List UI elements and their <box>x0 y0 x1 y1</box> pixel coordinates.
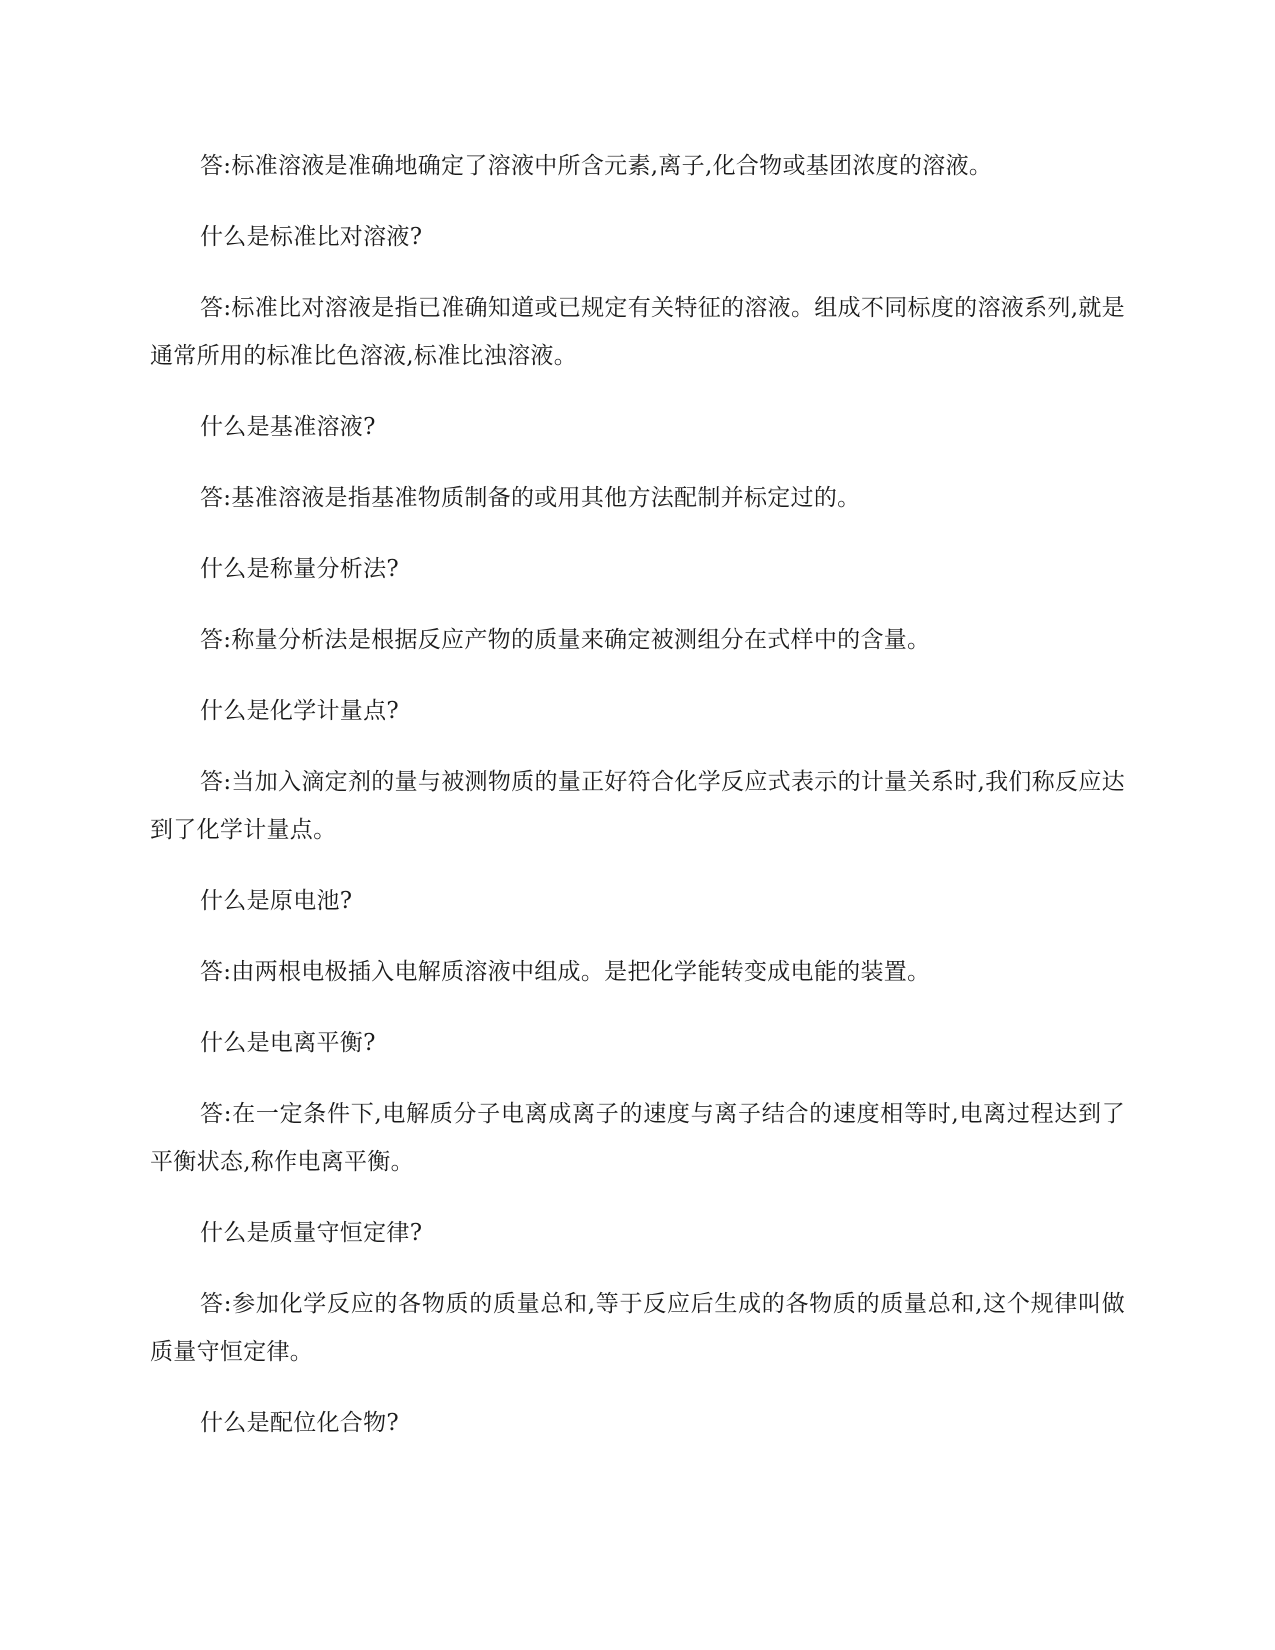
answer-conservation-of-mass: 答:参加化学反应的各物质的质量总和,等于反应后生成的各物质的质量总和,这个规律叫做质量守恒定律。 <box>150 1291 1125 1365</box>
answer-reference-solution: 答:基准溶液是指基准物质制备的或用其他方法配制并标定过的。 <box>200 485 861 511</box>
answer-galvanic-cell: 答:由两根电极插入电解质溶液中组成。是把化学能转变成电能的装置。 <box>200 959 931 985</box>
answer-gravimetric-analysis: 答:称量分析法是根据反应产物的质量来确定被测组分在式样中的含量。 <box>200 627 931 653</box>
answer-standard-comparison-solution: 答:标准比对溶液是指已准确知道或已规定有关特征的溶液。组成不同标度的溶液系列,就是通常所用的标准比色溶液,标准比浊溶液。 <box>150 295 1125 369</box>
question-standard-comparison-solution: 什么是标准比对溶液? <box>200 224 423 250</box>
answer-ionization-equilibrium: 答:在一定条件下,电解质分子电离成离子的速度与离子结合的速度相等时,电离过程达到了平衡状态,称作电离平衡。 <box>150 1101 1125 1175</box>
answer-standard-solution: 答:标准溶液是准确地确定了溶液中所含元素,离子,化合物或基团浓度的溶液。 <box>200 153 993 179</box>
document-body <box>150 142 1125 1470</box>
question-coordination-compound: 什么是配位化合物? <box>200 1410 400 1436</box>
answer-stoichiometric-point: 答:当加入滴定剂的量与被测物质的量正好符合化学反应式表示的计量关系时,我们称反应达到了化学计量点。 <box>150 769 1125 843</box>
question-galvanic-cell: 什么是原电池? <box>200 888 353 914</box>
question-reference-solution: 什么是基准溶液? <box>200 414 376 440</box>
question-gravimetric-analysis: 什么是称量分析法? <box>200 556 400 582</box>
question-ionization-equilibrium: 什么是电离平衡? <box>200 1030 376 1056</box>
question-conservation-of-mass: 什么是质量守恒定律? <box>200 1220 423 1246</box>
question-stoichiometric-point: 什么是化学计量点? <box>200 698 400 724</box>
